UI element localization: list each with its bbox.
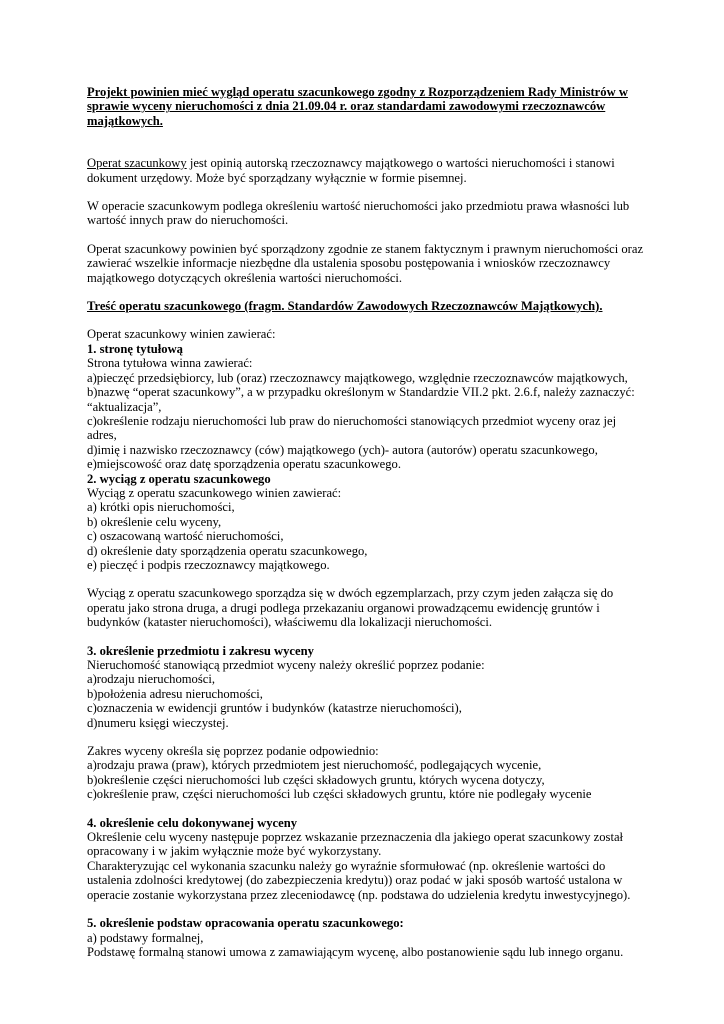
section-4-paragraph-2: Charakteryzując cel wykonania szacunku należy go wyraźnie sformułować (np. określenie wartości do ustalenia zdolności kredytowej (do zabezpieczenia kredytu)) oraz podać w jaki sposób wartość ustalona w operacie zostanie wykorzystana przez zleceniodawcę (np. podstawa do udzielenia kredytu inwestycyjnego). <box>87 858 631 902</box>
section-2-intro: Wyciąg z operatu szacunkowego winien zawierać: <box>87 485 342 500</box>
list-item: b)nazwę “operat szacunkowy”, a w przypadku określonym w Standardzie VII.2 pkt. 2.6.f, należy zaznaczyć: “aktualizacja”, <box>87 385 635 414</box>
header-note: Projekt powinien mieć wygląd operatu szacunkowego zgodny z Rozporządzeniem Rady Ministrów w sprawie wyceny nieruchomości z dnia 21.09.04 r. oraz standardami zawodowymi rzeczoznawców majątkowych. <box>87 85 628 128</box>
list-item: b) określenie celu wyceny, <box>87 514 222 529</box>
section-3-intro: Nieruchomość stanowiącą przedmiot wyceny należy określić poprzez podanie: <box>87 658 485 672</box>
list-item: b)położenia adresu nieruchomości, <box>87 686 263 701</box>
list-item: d) określenie daty sporządzenia operatu szacunkowego, <box>87 543 368 558</box>
section-5-heading: 5. określenie podstaw opracowania operatu szacunkowego: <box>87 916 404 931</box>
list-item: a)rodzaju nieruchomości, <box>87 672 215 687</box>
section-4-heading: 4. określenie celu dokonywanej wyceny <box>87 815 298 830</box>
intro-paragraph-1: Operat szacunkowy jest opinią autorską rzeczoznawcy majątkowego o wartości nieruchomości i stanowi dokument urzędowy. Może być sporządzany wyłącznie w formie pisemnej. <box>87 156 615 185</box>
list-item: d)numeru księgi wieczystej. <box>87 715 229 730</box>
section-1-intro: Strona tytułowa winna zawierać: <box>87 356 253 371</box>
list-item: a)rodzaju prawa (praw), których przedmiotem jest nieruchomość, podlegających wycenie, <box>87 758 542 773</box>
section-3-intro-2: Zakres wyceny określa się poprzez podanie odpowiednio: <box>87 744 379 759</box>
list-item: e)miejscowość oraz datę sporządzenia operatu szacunkowego. <box>87 457 402 472</box>
list-item: a)pieczęć przedsiębiorcy, lub (oraz) rzeczoznawcy majątkowego, względnie rzeczoznawców majątkowych, <box>87 370 628 385</box>
list-item: a) krótki opis nieruchomości, <box>87 500 235 515</box>
intro-paragraph-3: Operat szacunkowy powinien być sporządzony zgodnie ze stanem faktycznym i prawnym nieruchomości oraz zawierać wszelkie informacje niezbędne dla ustalenia sposobu postępowania i wniosków rzeczoznawcy majątkowego dotyczących określenia wartości nieruchomości. <box>87 241 644 285</box>
section-3-heading: 3. określenie przedmiotu i zakresu wyceny <box>87 643 314 658</box>
section-2-paragraph: Wyciąg z operatu szacunkowego sporządza się w dwóch egzemplarzach, przy czym jeden załącza się do operatu jako strona druga, a drugi podlega przekazaniu organowi prowadzącemu ewidencję gruntów i budynków (kataster nieruchomości), właściwemu dla lokalizacji nieruchomości. <box>87 586 614 630</box>
list-item: e) pieczęć i podpis rzeczoznawcy majątkowego. <box>87 557 330 572</box>
list-item: b)określenie części nieruchomości lub części składowych gruntu, których wycena dotyczy, <box>87 772 545 787</box>
list-item: Podstawę formalną stanowi umowa z zamawiającym wycenę, albo postanowienie sądu lub innego organu. <box>87 944 624 959</box>
content-intro: Operat szacunkowy winien zawierać: <box>87 327 276 342</box>
list-item: c)określenie rodzaju nieruchomości lub praw do nieruchomości stanowiących przedmiot wyceny oraz jej adres, <box>87 413 617 443</box>
intro-paragraph-2: W operacie szacunkowym podlega określeniu wartość nieruchomości jako przedmiotu prawa własności lub wartość innych praw do nieruchomości. <box>87 199 630 228</box>
list-item: c) oszacowaną wartość nieruchomości, <box>87 529 284 544</box>
list-item: a) podstawy formalnej, <box>87 930 204 945</box>
document-body <box>87 85 647 959</box>
list-item: d)imię i nazwisko rzeczoznawcy (ców) majątkowego (ych)- autora (autorów) operatu szacunkowego, <box>87 442 598 457</box>
term-operat-szacunkowy: Operat szacunkowy <box>87 156 187 171</box>
section-1-heading: 1. stronę tytułową <box>87 341 183 356</box>
section-4-paragraph-1: Określenie celu wyceny następuje poprzez wskazanie przeznaczenia dla jakiego operat szacunkowy został opracowany i w jakim wyłącznie może być wykorzystany. <box>87 830 624 859</box>
section-2-heading: 2. wyciąg z operatu szacunkowego <box>87 471 271 486</box>
list-item: c)oznaczenia w ewidencji gruntów i budynków (katastrze nieruchomości), <box>87 701 462 716</box>
content-heading: Treść operatu szacunkowego (fragm. Standardów Zawodowych Rzeczoznawców Majątkowych). <box>87 299 603 314</box>
list-item: c)określenie praw, części nieruchomości lub części składowych gruntu, które nie podlegały wycenie <box>87 787 592 802</box>
